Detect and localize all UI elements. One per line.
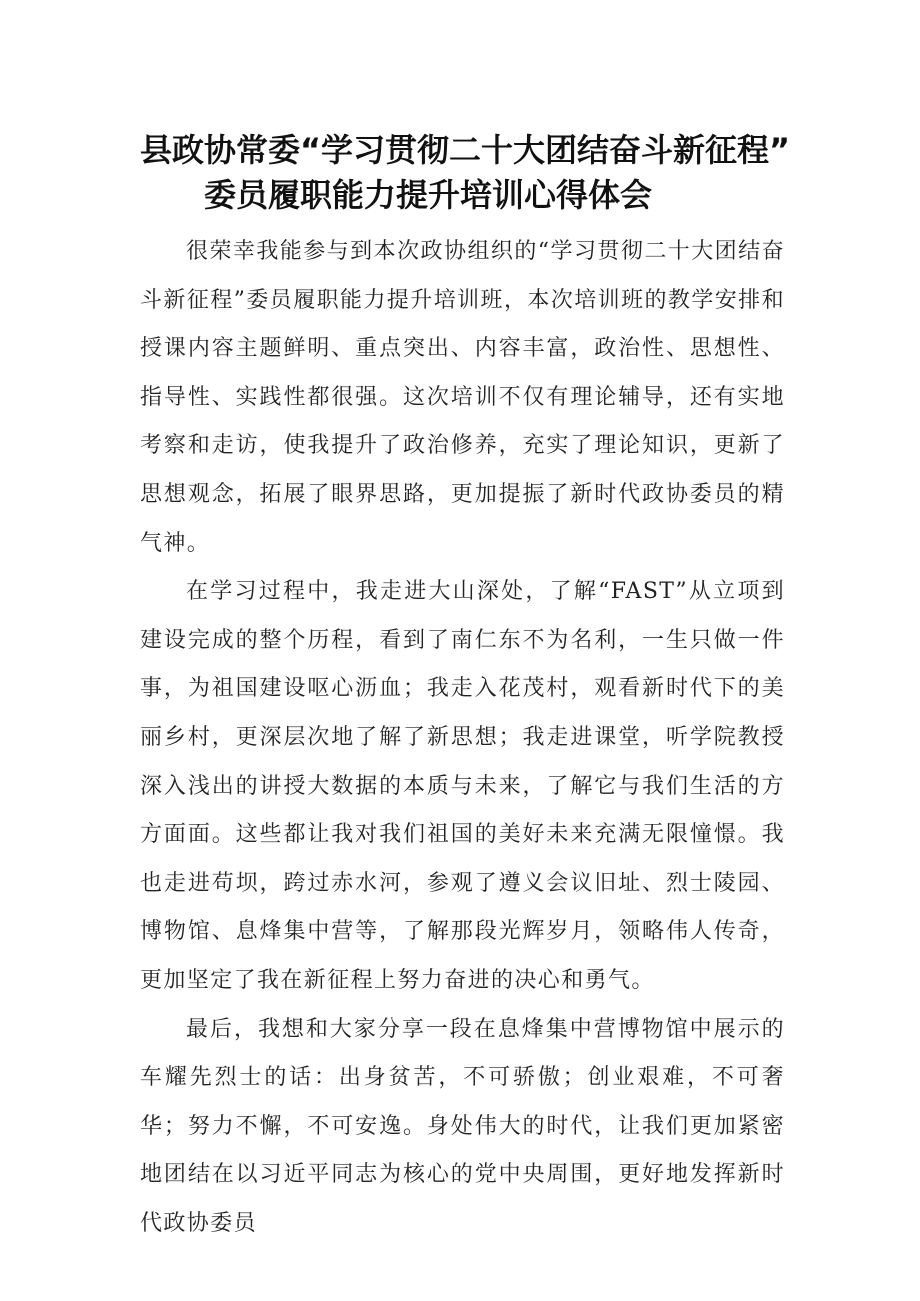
- document-body: [140, 228, 785, 1248]
- paragraph-2: 在学习过程中，我走进大山深处，了解“FAST”从立项到建设完成的整个历程，看到了南仁东不为名利，一生只做一件事，为祖国建设呕心沥血；我走入花茂村，观看新时代下的美丽乡村，更深层次地了解了新思想；我走进课堂，听学院教授深入浅出的讲授大数据的本质与未来，了解它与我们生活的方方面面。这些都让我对我们祖国的美好未来充满无限憧憬。我也走进苟坝，跨过赤水河，参观了遵义会议旧址、烈士陵园、博物馆、息烽集中营等，了解那段光辉岁月，领略伟人传奇，更加坚定了我在新征程上努力奋进的决心和勇气。: [140, 579, 785, 993]
- paragraph-1: 很荣幸我能参与到本次政协组织的“学习贯彻二十大团结奋斗新征程”委员履职能力提升培训班，本次培训班的教学安排和授课内容主题鲜明、重点突出、内容丰富，政治性、思想性、指导性、实践性都很强。这次培训不仅有理论辅导，还有实地考察和走访，使我提升了政治修养，充实了理论知识，更新了思想观念，拓展了眼界思路，更加提振了新时代政协委员的精气神。: [140, 239, 785, 556]
- document-title-line-1: 县政协常委“学习贯彻二十大团结奋斗新征程”: [140, 131, 791, 169]
- paragraph-3: 最后，我想和大家分享一段在息烽集中营博物馆中展示的车耀先烈士的话：出身贫苦，不可骄傲；创业艰难，不可奢华；努力不懈，不可安逸。身处伟大的时代，让我们更加紧密地团结在以习近平同志为核心的党中央周围，更好地发挥新时代政协委员: [140, 1016, 785, 1236]
- document-title-line-2: 委员履职能力提升培训心得体会: [204, 176, 653, 214]
